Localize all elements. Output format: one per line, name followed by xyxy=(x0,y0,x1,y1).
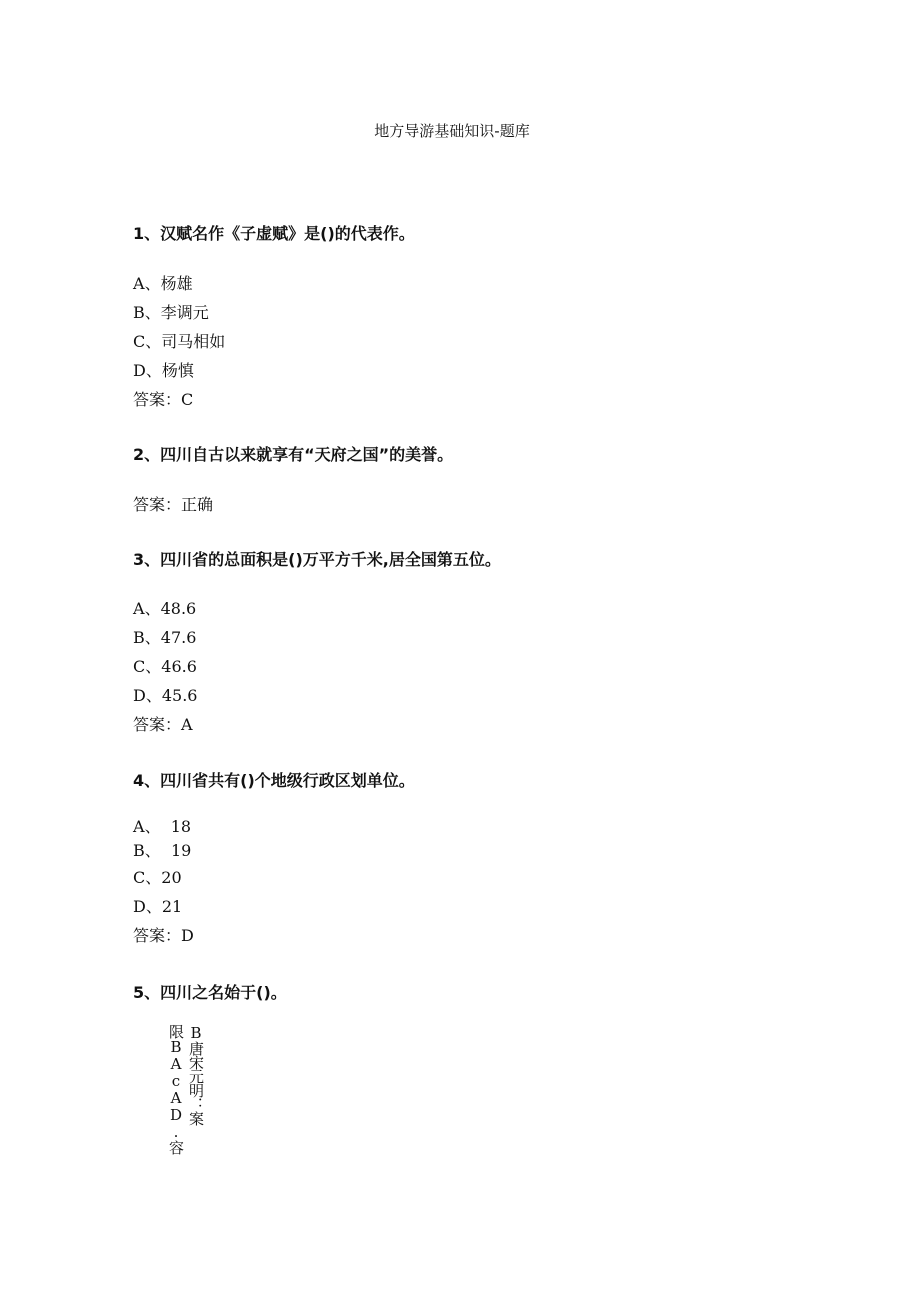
question-5-stem: 5、四川之名始于()。 xyxy=(133,983,287,1002)
q3-option-c: C、46.6 xyxy=(133,657,197,676)
question-3-stem: 3、四川省的总面积是()万平方千米,居全国第五位。 xyxy=(133,550,501,569)
q1-answer: 答案：C xyxy=(133,390,194,409)
q1-option-a: A、杨雄 xyxy=(133,274,193,293)
q1-option-c: C、司马相如 xyxy=(133,332,226,351)
q2-answer: 答案：正确 xyxy=(133,495,214,514)
page-title: 地方导游基础知识-题库 xyxy=(374,122,530,140)
q3-option-b: B、47.6 xyxy=(133,628,197,647)
q4-option-c: C、20 xyxy=(133,868,182,887)
q5-vertical-column-right: B唐宋元明：案 xyxy=(187,1024,205,1125)
q3-option-d: D、45.6 xyxy=(133,686,198,705)
q4-option-b: B、 19 xyxy=(133,841,192,860)
q5-vertical-column-left: 限BAcAD.容 xyxy=(167,1024,185,1154)
q4-option-d: D、21 xyxy=(133,897,183,916)
question-1-stem: 1、汉赋名作《子虚赋》是()的代表作。 xyxy=(133,224,415,243)
question-4-stem: 4、四川省共有()个地级行政区划单位。 xyxy=(133,771,415,790)
q1-option-d: D、杨慎 xyxy=(133,361,194,380)
q1-option-b: B、李调元 xyxy=(133,303,209,322)
q4-answer: 答案：D xyxy=(133,926,194,945)
q4-option-a: A、 18 xyxy=(133,817,192,836)
q3-answer: 答案：A xyxy=(133,715,193,734)
question-2-stem: 2、四川自古以来就享有“天府之国”的美誉。 xyxy=(133,445,454,464)
q3-option-a: A、48.6 xyxy=(133,599,197,618)
